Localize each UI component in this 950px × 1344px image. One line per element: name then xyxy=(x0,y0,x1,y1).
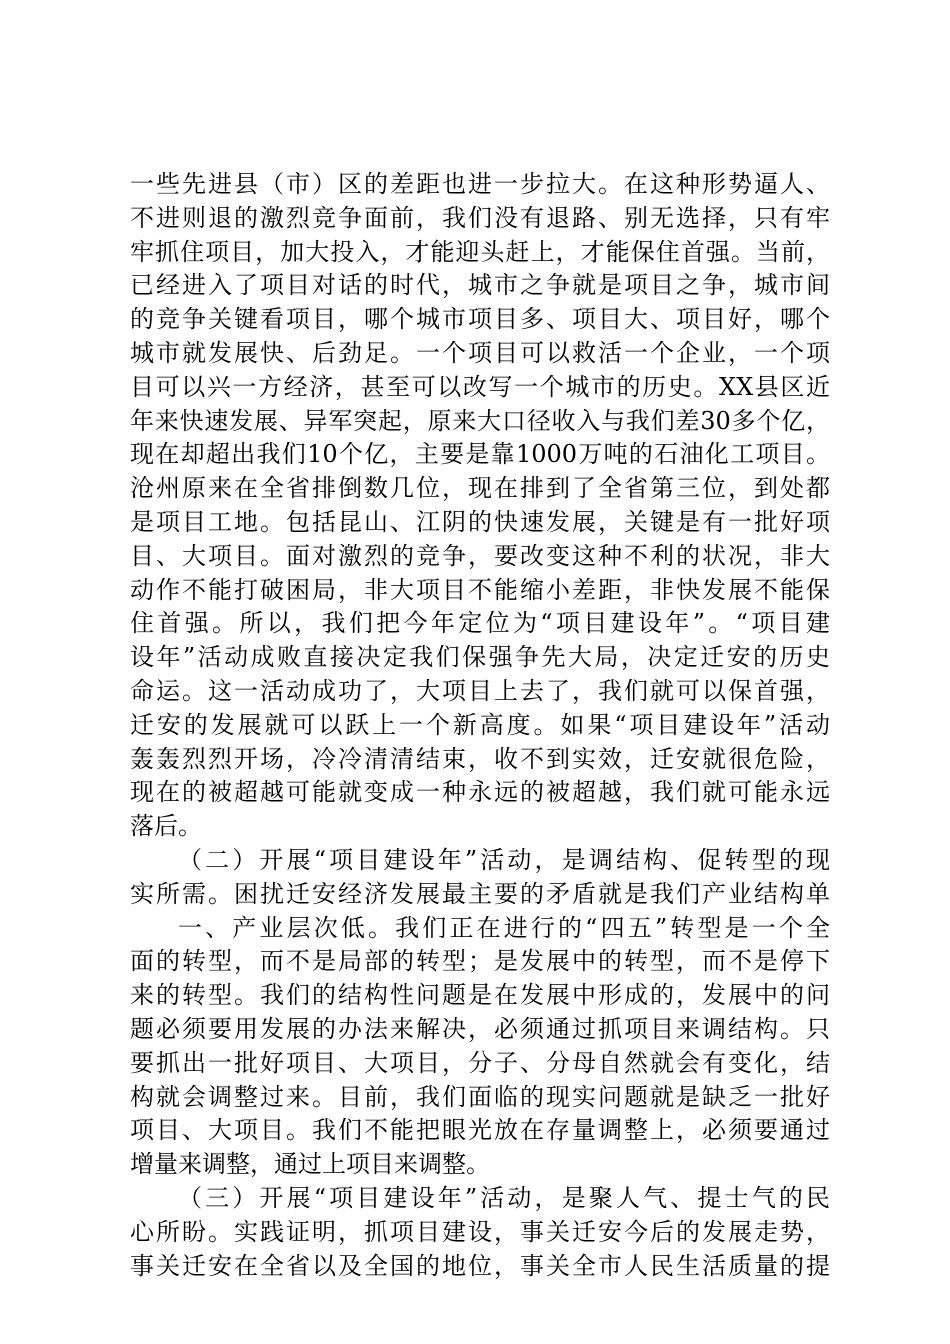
text-line: 目可以兴一方经济，甚至可以改写一个城市的历史。XX县区近 xyxy=(130,372,830,401)
text-line: 是项目工地。包括昆山、江阴的快速发展，关键是有一批好项 xyxy=(130,507,830,536)
text-line: （二）开展“项目建设年”活动，是调结构、促转型的现 xyxy=(178,845,830,874)
text-line: 牢抓住项目，加大投入，才能迎头赶上，才能保住首强。当前， xyxy=(130,237,830,266)
text-line: 已经进入了项目对话的时代，城市之争就是项目之争，城市间 xyxy=(130,271,830,300)
text-line: 年来快速发展、异军突起，原来大口径收入与我们差30多个亿， xyxy=(130,406,830,435)
text-line: 落后。 xyxy=(130,812,202,841)
body-text xyxy=(130,168,830,1283)
text-line: 不进则退的激烈竞争面前，我们没有退路、别无选择，只有牢 xyxy=(130,203,830,232)
text-line: 城市就发展快、后劲足。一个项目可以救活一个企业，一个项 xyxy=(130,338,830,367)
text-line: 心所盼。实践证明，抓项目建设，事关迁安今后的发展走势， xyxy=(130,1217,830,1246)
text-line: 迁安的发展就可以跃上一个新高度。如果“项目建设年”活动 xyxy=(130,710,830,739)
text-line: 沧州原来在全省排倒数几位，现在排到了全省第三位，到处都 xyxy=(130,474,830,503)
text-line: 的竞争关键看项目，哪个城市项目多、项目大、项目好，哪个 xyxy=(130,305,830,334)
text-line: 来的转型。我们的结构性问题是在发展中形成的，发展中的问 xyxy=(130,981,830,1010)
text-line: （三）开展“项目建设年”活动，是聚人气、提士气的民 xyxy=(178,1183,830,1212)
text-line: 题必须要用发展的办法来解决，必须通过抓项目来调结构。只 xyxy=(130,1014,830,1043)
text-line: 轰轰烈烈开场，冷冷清清结束，收不到实效，迁安就很危险， xyxy=(130,744,830,773)
text-line: 住首强。所以，我们把今年定位为“项目建设年”。“项目建 xyxy=(130,609,830,638)
text-line: 实所需。困扰迁安经济发展最主要的矛盾就是我们产业结构单 xyxy=(130,879,830,908)
text-line: 设年”活动成败直接决定我们保强争先大局，决定迁安的历史 xyxy=(130,643,830,672)
text-line: 目、大项目。面对激烈的竞争，要改变这种不利的状况，非大 xyxy=(130,541,830,570)
text-line: 动作不能打破困局，非大项目不能缩小差距，非快发展不能保 xyxy=(130,575,830,604)
text-line: 现在的被超越可能就变成一种永远的被超越，我们就可能永远 xyxy=(130,778,830,807)
text-line: 现在却超出我们10个亿，主要是靠1000万吨的石油化工项目。 xyxy=(130,440,830,469)
text-line: 一些先进县（市）区的差距也进一步拉大。在这种形势逼人、 xyxy=(130,170,830,198)
text-line: 要抓出一批好项目、大项目，分子、分母自然就会有变化，结 xyxy=(130,1048,830,1077)
text-line: 项目、大项目。我们不能把眼光放在存量调整上，必须要通过 xyxy=(130,1116,830,1145)
text-line: 构就会调整过来。目前，我们面临的现实问题就是缺乏一批好 xyxy=(130,1082,830,1111)
text-line: 一、产业层次低。我们正在进行的“四五”转型是一个全 xyxy=(178,913,830,942)
text-line: 命运。这一活动成功了，大项目上去了，我们就可以保首强， xyxy=(130,676,830,705)
text-line: 增量来调整，通过上项目来调整。 xyxy=(130,1150,490,1179)
text-line: 事关迁安在全省以及全国的地位，事关全市人民生活质量的提 xyxy=(130,1251,830,1280)
text-line: 面的转型，而不是局部的转型；是发展中的转型，而不是停下 xyxy=(130,947,830,976)
